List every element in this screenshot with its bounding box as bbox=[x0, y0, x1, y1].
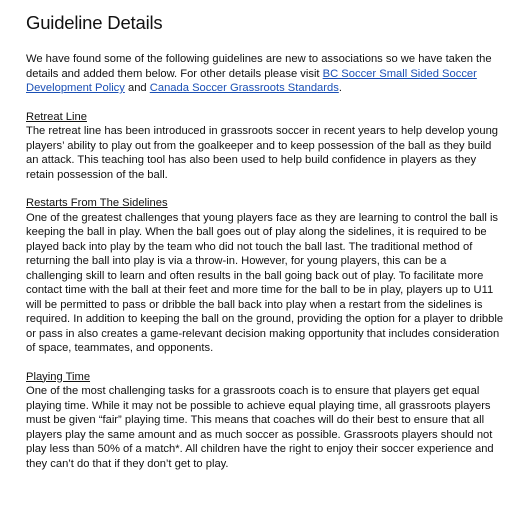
bc-soccer-policy-link[interactable]: BC Soccer Small Sided Soccer Development Policy bbox=[26, 67, 477, 94]
canada-soccer-standards-link[interactable]: Canada Soccer Grassroots Standards bbox=[149, 82, 339, 94]
intro-text-after: . bbox=[338, 82, 342, 94]
section-body: One of the most challenging tasks for a grassroots coach is to ensure that players get equal playing time. While it may not be possible to achieve equal playing time, all grassroots players must be given “fair” playing time. This means that coaches will do their best to ensure that all players play the same amount and as much soccer as possible. Grassroots players should not play less than 50% of a match*. All children have the right to enjoy their soccer experience and they can’t do that if they don’t get to play. bbox=[26, 385, 494, 470]
page-title: Guideline Details bbox=[26, 12, 163, 33]
intro-text-before: We have found some of the following guidelines are new to associations so we have taken the details and added them below. For other details please visit bbox=[26, 53, 492, 80]
section-retreat-line bbox=[26, 110, 504, 183]
intro-text-between: and bbox=[124, 82, 150, 94]
section-heading: Restarts From The Sidelines bbox=[26, 197, 168, 209]
section-body: One of the greatest challenges that young players face as they are learning to control the ball is keeping the ball in play. When the ball goes out of play along the sidelines, it is required to be played back into play by the team who did not touch the ball last. The traditional method of returning the ball into play is via a throw-in. However, for young players, this can be a challenging skill to learn and often results in the ball going back out of play. To facilitate more contact time with the ball at their feet and more time for the ball to be in play, players up to U11 will be permitted to pass or dribble the ball back into play when a restart from the sidelines is required. In addition to keeping the ball on the ground, providing the option for a player to dribble or pass in also creates a game-relevant decision making opportunity that includes consideration of space, teammates, and opponents. bbox=[26, 211, 504, 354]
intro-paragraph bbox=[26, 52, 504, 96]
section-playing-time bbox=[26, 370, 504, 472]
section-heading: Retreat Line bbox=[26, 110, 87, 123]
section-body: The retreat line has been introduced in grassroots soccer in recent years to help develop young players’ ability to play out from the goalkeeper and to keep possession of the ball as they build an attack. This teaching tool has also been used to help build confidence in players as they retain possession of the ball. bbox=[26, 125, 499, 181]
section-heading: Playing Time bbox=[26, 370, 91, 383]
guideline-details-page bbox=[26, 10, 504, 471]
section-restarts-from-sidelines bbox=[26, 196, 504, 356]
